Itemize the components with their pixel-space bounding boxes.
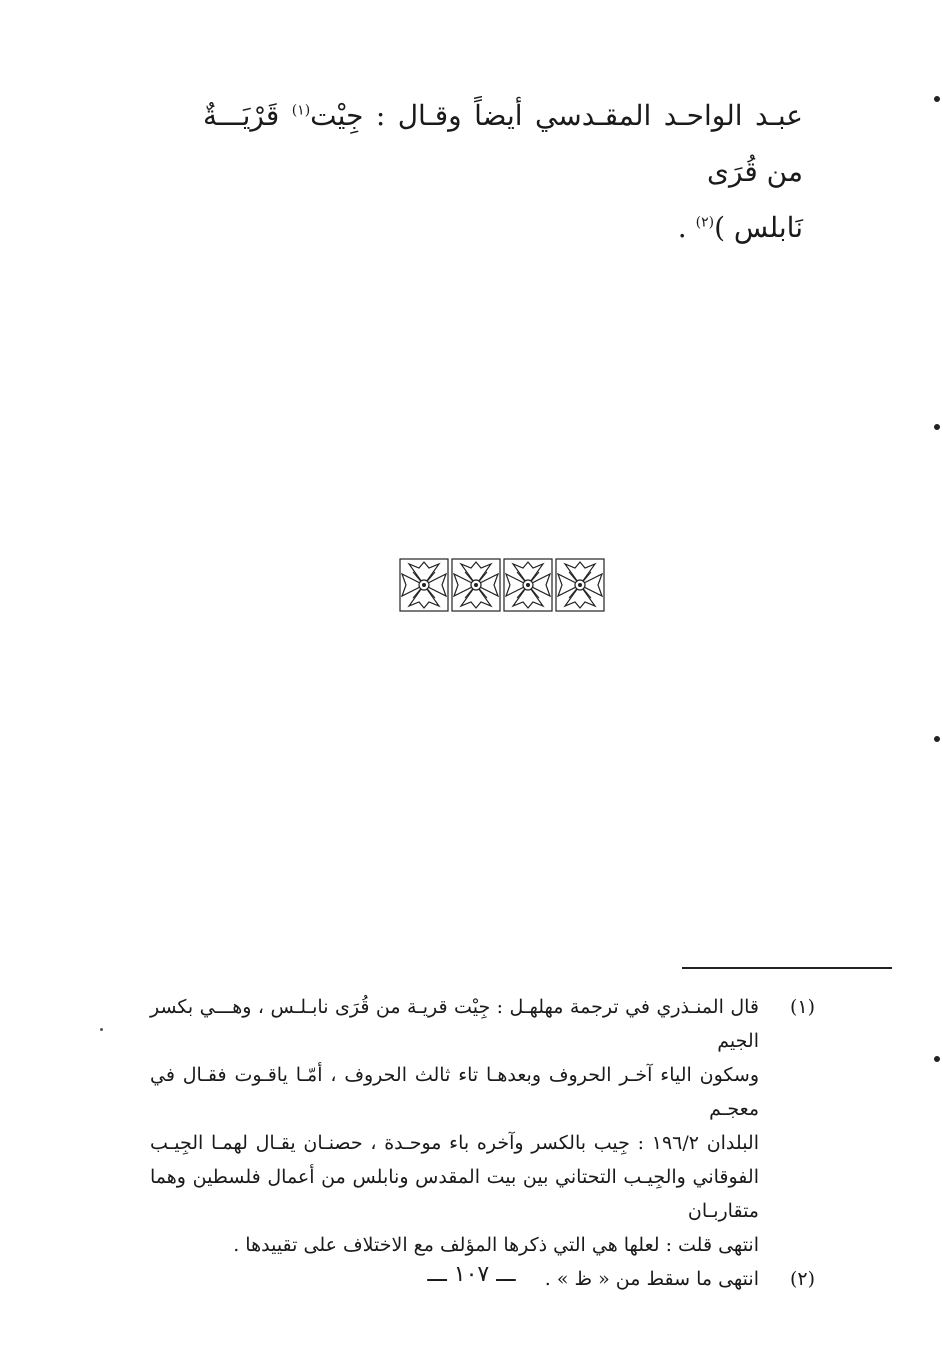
footnote-ref-1: (١) (291, 102, 311, 119)
page-number: ـــ ١٠٧ ـــ (427, 1262, 516, 1287)
scan-edge-mark (934, 96, 940, 102)
scan-stray-dot (100, 1028, 103, 1031)
footnotes (150, 990, 815, 1296)
footnote-1 (150, 990, 815, 1262)
footnote-1-number: (١) (789, 996, 815, 1018)
scan-edge-mark (934, 1056, 940, 1062)
main-text-line-1-start: عبـد الواحـد المقـدسي أيضاً وقـال : جِيْت (310, 99, 803, 132)
footnote-1-line-5: انتهى قلت : لعلها هي التي ذكرها المؤلف مع الاختلاف على تقييدها . (233, 1234, 759, 1256)
footnote-1-line-3: البلدان ١٩٦/٢ : جِيب بالكسر وآخره باء موحـدة ، حصنـان يقـال لهمـا الجِيـب (150, 1132, 759, 1154)
main-text-line-2-start: نَابلس ) (714, 211, 803, 244)
footnote-1-line-4: الفوقاني والجِيـب التحتاني بين بيت المقدس ونابلس من أعمال فلسطين وهما متقاربـان (150, 1166, 759, 1222)
footnote-1-line-1: قال المنـذري في ترجمة مهلهـل : جِيْت قريـة من قُرَى نابـلـس ، وهـــي بكسر الجيم (150, 996, 759, 1052)
main-text-line-1 (203, 88, 803, 200)
footnote-ref-2: (٢) (695, 214, 715, 231)
scan-edge-mark (934, 424, 940, 430)
main-text-line-2-end: . (677, 211, 687, 244)
footnote-2-line-1: انتهى ما سقط من « ظ » . (544, 1268, 759, 1290)
footnote-2-number: (٢) (789, 1268, 815, 1290)
main-text-line-2 (203, 200, 803, 256)
decorative-ornament (397, 557, 609, 613)
footnote-1-line-2: وسكون الياء آخـر الحروف وبعدهـا تاء ثالث الحروف ، أمّـا ياقـوت فقـال في معجـم (150, 1064, 759, 1120)
footnote-divider (682, 967, 892, 969)
scan-edge-mark (934, 736, 940, 742)
main-text-line-1-end: قَرْيَـــةٌ من قُرَى (203, 99, 803, 188)
main-text (203, 88, 803, 256)
